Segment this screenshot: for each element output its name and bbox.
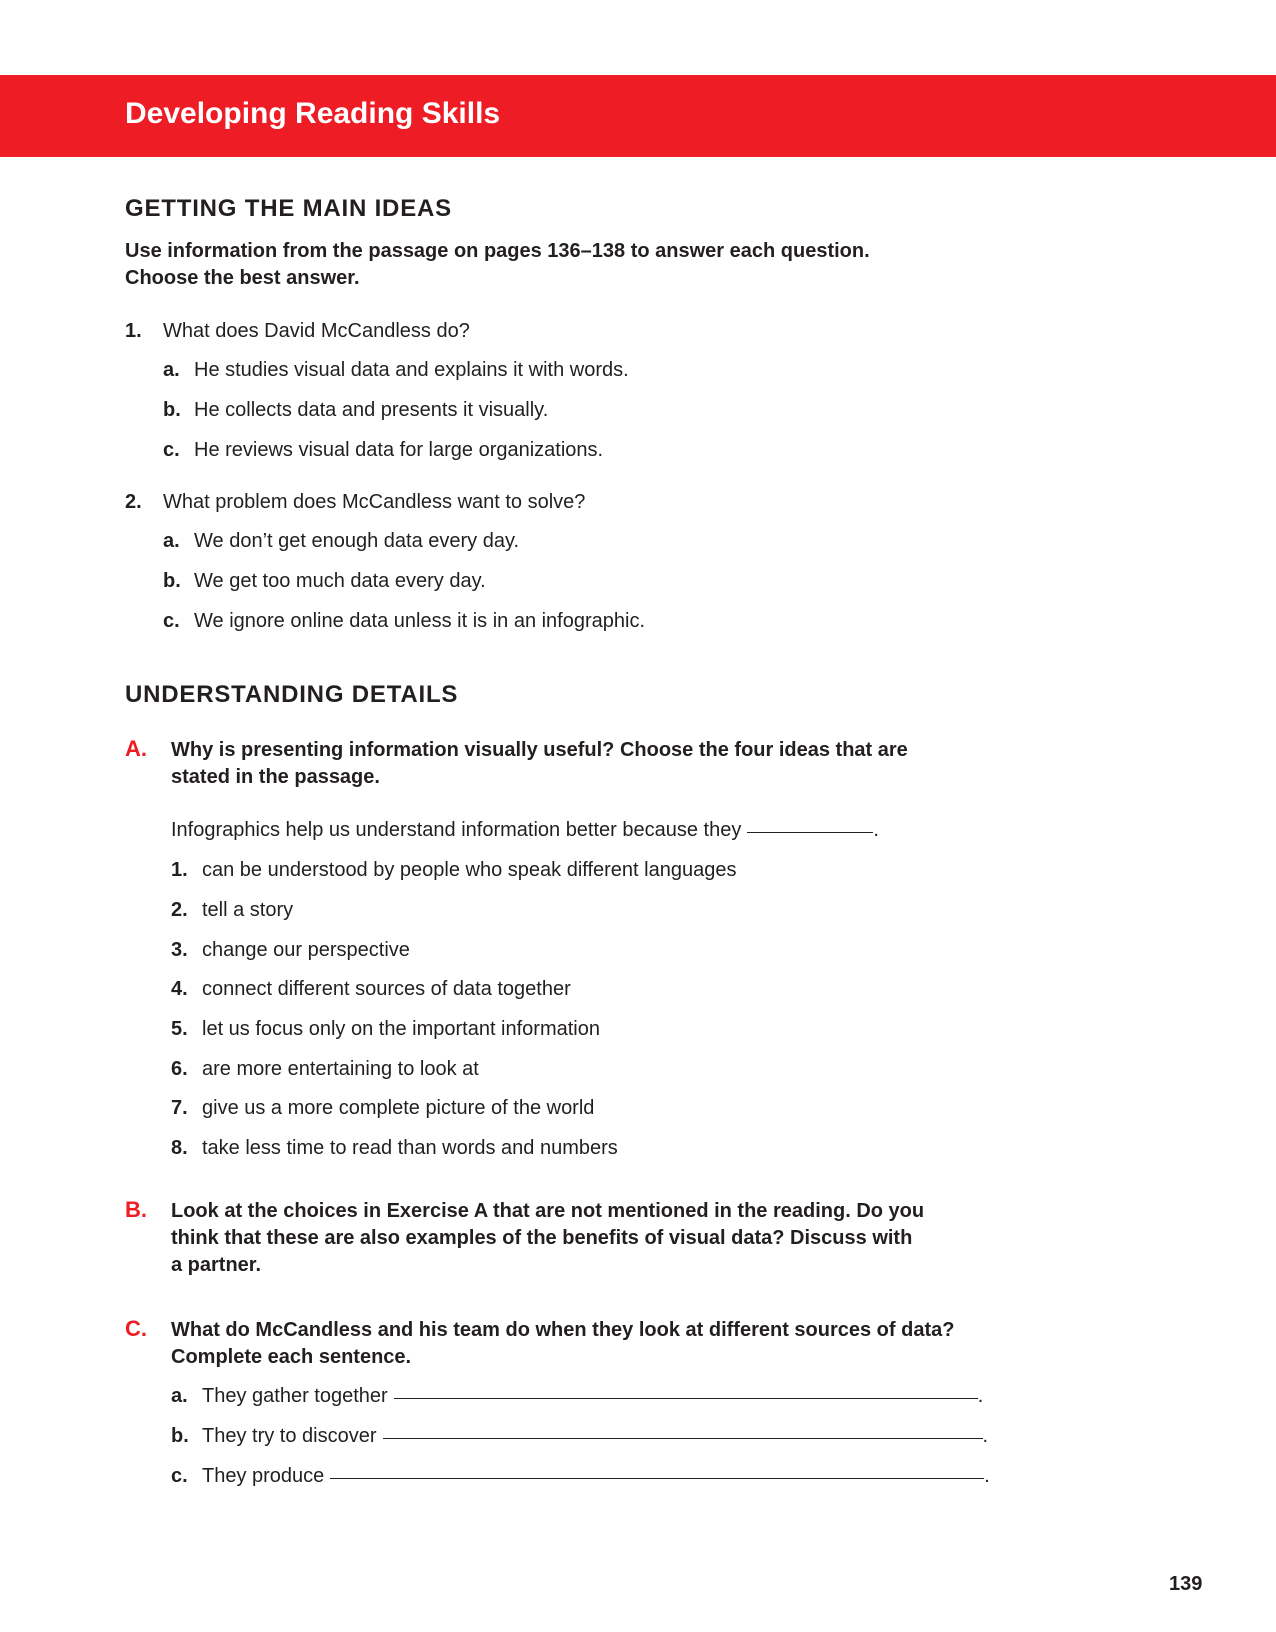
exercise-c-item-a <box>171 1384 983 1408</box>
answer-blank[interactable] <box>747 831 873 833</box>
option-text: He reviews visual data for large organizations. <box>194 439 604 461</box>
question-text: What problem does McCandless want to solve? <box>163 491 586 513</box>
item-text: They try to discover <box>202 1425 377 1447</box>
item-text: let us focus only on the important information <box>202 1018 600 1040</box>
item-number: 3. <box>171 939 188 961</box>
option-text: He studies visual data and explains it with words. <box>194 359 629 381</box>
main-ideas-instruction-line2: Choose the best answer. <box>125 267 360 289</box>
answer-blank[interactable] <box>394 1397 978 1399</box>
exercise-a-letter: A. <box>125 736 147 761</box>
item-period: . <box>982 1425 989 1447</box>
details-heading: UNDERSTANDING DETAILS <box>125 681 459 708</box>
main-ideas-heading: GETTING THE MAIN IDEAS <box>125 195 452 222</box>
exercise-a-item-2[interactable] <box>171 898 293 922</box>
option-label: b. <box>163 570 181 592</box>
page-title: Developing Reading Skills <box>125 97 501 130</box>
question-1 <box>125 319 470 343</box>
option-text: We get too much data every day. <box>194 570 486 592</box>
item-text: tell a story <box>202 899 294 921</box>
option-text: We don’t get enough data every day. <box>194 530 520 552</box>
exercise-c-item-b <box>171 1424 988 1448</box>
question-2-option-c[interactable] <box>163 609 645 633</box>
question-number: 1. <box>125 320 142 342</box>
item-number: 4. <box>171 978 188 1000</box>
main-ideas-instruction-line1: Use information from the passage on pages 136–138 to answer each question. <box>125 240 870 262</box>
exercise-a-instruction-line1: Why is presenting information visually useful? Choose the four ideas that are <box>171 739 908 761</box>
option-label: a. <box>163 359 180 381</box>
question-2-option-b[interactable] <box>163 569 486 593</box>
option-label: c. <box>163 610 180 632</box>
exercise-a-item-4[interactable] <box>171 977 571 1001</box>
page-number: 139 <box>1169 1573 1203 1595</box>
exercise-c-item-c <box>171 1464 990 1488</box>
item-text: They gather together <box>202 1385 388 1407</box>
item-period: . <box>984 1465 990 1487</box>
item-number: 6. <box>171 1058 188 1080</box>
answer-blank[interactable] <box>383 1437 983 1439</box>
exercise-c-instruction-line1: What do McCandless and his team do when they look at different sources of data? <box>171 1319 955 1341</box>
exercise-a-item-8[interactable] <box>171 1136 618 1160</box>
item-text: take less time to read than words and numbers <box>202 1137 618 1159</box>
exercise-a-item-5[interactable] <box>171 1017 600 1041</box>
exercise-a-item-7[interactable] <box>171 1096 594 1120</box>
exercise-a-item-3[interactable] <box>171 938 410 962</box>
item-label: a. <box>171 1385 188 1407</box>
exercise-b-instruction-line3: a partner. <box>171 1254 262 1276</box>
question-text: What does David McCandless do? <box>163 320 470 342</box>
question-1-option-b[interactable] <box>163 398 548 422</box>
item-label: b. <box>171 1425 189 1447</box>
item-text: give us a more complete picture of the world <box>202 1097 595 1119</box>
question-2 <box>125 490 585 514</box>
item-label: c. <box>171 1465 188 1487</box>
item-text: connect different sources of data together <box>202 978 571 1000</box>
item-number: 8. <box>171 1137 188 1159</box>
section-banner <box>0 75 1276 157</box>
question-2-option-a[interactable] <box>163 529 519 553</box>
option-label: c. <box>163 439 180 461</box>
exercise-a-stem <box>171 818 879 842</box>
option-text: He collects data and presents it visually. <box>194 399 549 421</box>
option-label: a. <box>163 530 180 552</box>
stem-period: . <box>873 819 879 841</box>
question-1-option-c[interactable] <box>163 438 603 462</box>
exercise-b-instruction-line2: think that these are also examples of the benefits of visual data? Discuss with <box>171 1227 913 1249</box>
item-number: 5. <box>171 1018 188 1040</box>
item-text: are more entertaining to look at <box>202 1058 479 1080</box>
exercise-b-letter: B. <box>125 1197 147 1222</box>
item-text: change our perspective <box>202 939 410 961</box>
option-text: We ignore online data unless it is in an infographic. <box>194 610 646 632</box>
item-number: 2. <box>171 899 188 921</box>
stem-text: Infographics help us understand information better because they <box>171 819 742 841</box>
exercise-c-instruction-line2: Complete each sentence. <box>171 1346 412 1368</box>
exercise-a-instruction-line2: stated in the passage. <box>171 766 380 788</box>
exercise-c-letter: C. <box>125 1316 147 1341</box>
exercise-b-instruction-line1: Look at the choices in Exercise A that are not mentioned in the reading. Do you <box>171 1200 925 1222</box>
item-text: They produce <box>202 1465 325 1487</box>
answer-blank[interactable] <box>330 1477 984 1479</box>
item-number: 1. <box>171 859 188 881</box>
item-number: 7. <box>171 1097 188 1119</box>
item-period: . <box>977 1385 984 1407</box>
item-text: can be understood by people who speak different languages <box>202 859 737 881</box>
question-number: 2. <box>125 491 142 513</box>
question-1-option-a[interactable] <box>163 358 629 382</box>
exercise-a-item-1[interactable] <box>171 858 736 882</box>
option-label: b. <box>163 399 181 421</box>
exercise-a-item-6[interactable] <box>171 1057 479 1081</box>
